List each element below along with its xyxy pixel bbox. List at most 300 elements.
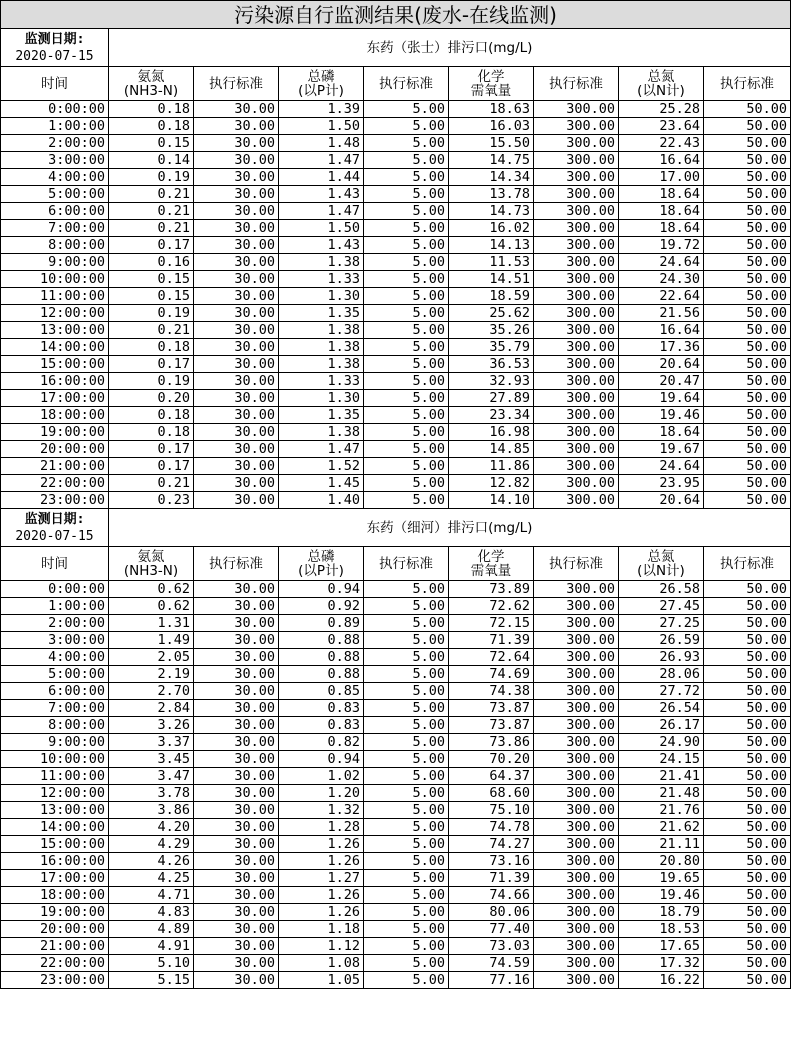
table-cell: 50.00 [704, 581, 791, 598]
table-cell: 68.60 [449, 785, 534, 802]
table-cell: 12.82 [449, 475, 534, 492]
table-cell: 300.00 [534, 390, 619, 407]
table-row [1, 666, 791, 683]
col-tn-line1: 总氮 [647, 68, 675, 85]
table-cell: 26.93 [619, 649, 704, 666]
table-cell: 5.00 [364, 734, 449, 751]
table-cell: 1.26 [279, 904, 364, 921]
table-cell: 300.00 [534, 666, 619, 683]
col-nh3-line1: 氨氮 [137, 68, 165, 85]
table-cell: 4.25 [109, 870, 194, 887]
table-cell: 300.00 [534, 955, 619, 972]
table-cell: 74.38 [449, 683, 534, 700]
table-cell: 0.92 [279, 598, 364, 615]
table-cell: 72.62 [449, 598, 534, 615]
table-cell: 5.00 [364, 186, 449, 203]
table-cell: 71.39 [449, 632, 534, 649]
table-cell: 18.59 [449, 288, 534, 305]
col-std: 执行标准 [194, 67, 279, 101]
table-cell: 10:00:00 [1, 271, 109, 288]
table-row [1, 785, 791, 802]
table-cell: 300.00 [534, 407, 619, 424]
table-cell: 0.21 [109, 322, 194, 339]
table-cell: 30.00 [194, 492, 279, 509]
table-cell: 50.00 [704, 666, 791, 683]
date-value: 2020-07-15 [15, 528, 94, 544]
table-cell: 300.00 [534, 288, 619, 305]
table-cell: 1.52 [279, 458, 364, 475]
table-cell: 30.00 [194, 373, 279, 390]
table-cell: 50.00 [704, 887, 791, 904]
table-cell: 30.00 [194, 458, 279, 475]
col-nh3 [109, 547, 194, 581]
table-cell: 30.00 [194, 305, 279, 322]
table-cell: 300.00 [534, 305, 619, 322]
table-row [1, 598, 791, 615]
table-cell: 50.00 [704, 836, 791, 853]
table-cell: 5.00 [364, 785, 449, 802]
table-cell: 10:00:00 [1, 751, 109, 768]
table-cell: 24.15 [619, 751, 704, 768]
table-cell: 1.02 [279, 768, 364, 785]
table-cell: 5.00 [364, 373, 449, 390]
table-cell: 50.00 [704, 254, 791, 271]
table-cell: 0.83 [279, 717, 364, 734]
table-cell: 30.00 [194, 135, 279, 152]
table-cell: 14.34 [449, 169, 534, 186]
table-cell: 50.00 [704, 649, 791, 666]
table-cell: 24.64 [619, 458, 704, 475]
table-cell: 1.26 [279, 836, 364, 853]
table-cell: 17:00:00 [1, 390, 109, 407]
table-cell: 5.00 [364, 254, 449, 271]
col-nh3-line2: (NH3-N) [123, 82, 179, 99]
table-cell: 0.17 [109, 237, 194, 254]
table-row [1, 152, 791, 169]
col-tp-line1: 总磷 [307, 68, 335, 85]
table-cell: 5.00 [364, 458, 449, 475]
table-cell: 7:00:00 [1, 700, 109, 717]
table-cell: 0.19 [109, 373, 194, 390]
table-cell: 2.19 [109, 666, 194, 683]
table-cell: 5.00 [364, 700, 449, 717]
table-row [1, 700, 791, 717]
outlet-name: 东药（张士）排污口(mg/L) [109, 29, 791, 67]
table-cell: 5.00 [364, 972, 449, 989]
table-cell: 2.05 [109, 649, 194, 666]
table-cell: 20.64 [619, 356, 704, 373]
table-cell: 1.35 [279, 407, 364, 424]
table-cell: 21.11 [619, 836, 704, 853]
table-cell: 3.47 [109, 768, 194, 785]
monitor-date [1, 509, 109, 547]
table-cell: 0.19 [109, 305, 194, 322]
table-cell: 5.00 [364, 305, 449, 322]
table-cell: 73.87 [449, 717, 534, 734]
table-cell: 50.00 [704, 356, 791, 373]
table-cell: 4.71 [109, 887, 194, 904]
table-row [1, 220, 791, 237]
table-cell: 300.00 [534, 220, 619, 237]
table-cell: 300.00 [534, 768, 619, 785]
table-cell: 17.32 [619, 955, 704, 972]
table-cell: 5.00 [364, 802, 449, 819]
table-cell: 4.89 [109, 921, 194, 938]
table-cell: 14.75 [449, 152, 534, 169]
table-cell: 30.00 [194, 785, 279, 802]
table-cell: 1.08 [279, 955, 364, 972]
table-cell: 50.00 [704, 101, 791, 118]
table-cell: 73.16 [449, 853, 534, 870]
table-cell: 50.00 [704, 288, 791, 305]
table-cell: 21.41 [619, 768, 704, 785]
table-cell: 22.64 [619, 288, 704, 305]
table-cell: 1.47 [279, 441, 364, 458]
col-std: 执行标准 [534, 547, 619, 581]
table-cell: 0.21 [109, 203, 194, 220]
table-cell: 30.00 [194, 407, 279, 424]
table-row [1, 458, 791, 475]
table-cell: 30.00 [194, 666, 279, 683]
table-cell: 50.00 [704, 475, 791, 492]
table-cell: 23.64 [619, 118, 704, 135]
table-cell: 4.20 [109, 819, 194, 836]
table-cell: 14.73 [449, 203, 534, 220]
table-cell: 1.18 [279, 921, 364, 938]
table-row [1, 955, 791, 972]
table-cell: 0.14 [109, 152, 194, 169]
table-cell: 28.06 [619, 666, 704, 683]
table-cell: 5.00 [364, 598, 449, 615]
table-cell: 0.17 [109, 441, 194, 458]
table-cell: 16.22 [619, 972, 704, 989]
table-row [1, 734, 791, 751]
table-cell: 30.00 [194, 751, 279, 768]
table-cell: 300.00 [534, 632, 619, 649]
col-cod [449, 547, 534, 581]
table-cell: 5.00 [364, 615, 449, 632]
table-cell: 30.00 [194, 424, 279, 441]
table-cell: 27.89 [449, 390, 534, 407]
table-cell: 21.56 [619, 305, 704, 322]
table-cell: 71.39 [449, 870, 534, 887]
table-cell: 2.84 [109, 700, 194, 717]
table-row [1, 819, 791, 836]
table-cell: 5.00 [364, 717, 449, 734]
table-cell: 1.20 [279, 785, 364, 802]
outlet-name: 东药（细河）排污口(mg/L) [109, 509, 791, 547]
table-cell: 3.45 [109, 751, 194, 768]
table-cell: 300.00 [534, 271, 619, 288]
table-cell: 1.05 [279, 972, 364, 989]
table-cell: 0:00:00 [1, 581, 109, 598]
table-cell: 300.00 [534, 700, 619, 717]
table-row [1, 683, 791, 700]
table-cell: 0.89 [279, 615, 364, 632]
table-cell: 0.83 [279, 700, 364, 717]
col-nh3-line2: (NH3-N) [123, 562, 179, 579]
table-cell: 30.00 [194, 649, 279, 666]
table-cell: 77.16 [449, 972, 534, 989]
table-cell: 14.85 [449, 441, 534, 458]
table-cell: 300.00 [534, 101, 619, 118]
table-cell: 1.47 [279, 152, 364, 169]
table-row [1, 322, 791, 339]
table-cell: 1.39 [279, 101, 364, 118]
table-row [1, 836, 791, 853]
date-label: 监测日期: [24, 511, 85, 527]
table-cell: 1.30 [279, 288, 364, 305]
table-row [1, 441, 791, 458]
table-cell: 30.00 [194, 615, 279, 632]
table-cell: 30.00 [194, 768, 279, 785]
table-cell: 30.00 [194, 581, 279, 598]
table-cell: 19:00:00 [1, 904, 109, 921]
col-tn-line1: 总氮 [647, 548, 675, 565]
table-cell: 0.17 [109, 356, 194, 373]
table-cell: 5.00 [364, 836, 449, 853]
table-cell: 0.15 [109, 288, 194, 305]
table-cell: 50.00 [704, 700, 791, 717]
table-cell: 50.00 [704, 322, 791, 339]
table-cell: 19.64 [619, 390, 704, 407]
table-cell: 0.85 [279, 683, 364, 700]
table-cell: 0.21 [109, 186, 194, 203]
table-cell: 1.49 [109, 632, 194, 649]
table-cell: 1.33 [279, 373, 364, 390]
table-cell: 50.00 [704, 683, 791, 700]
table-cell: 30.00 [194, 390, 279, 407]
table-cell: 19.72 [619, 237, 704, 254]
table-cell: 50.00 [704, 373, 791, 390]
table-cell: 0.21 [109, 475, 194, 492]
table-cell: 4.26 [109, 853, 194, 870]
table-cell: 18:00:00 [1, 407, 109, 424]
table-cell: 0.18 [109, 339, 194, 356]
table-cell: 18.64 [619, 203, 704, 220]
table-cell: 5.00 [364, 220, 449, 237]
table-cell: 300.00 [534, 785, 619, 802]
table-cell: 300.00 [534, 853, 619, 870]
table-cell: 26.54 [619, 700, 704, 717]
table-cell: 74.27 [449, 836, 534, 853]
table-row [1, 972, 791, 989]
table-cell: 5.00 [364, 237, 449, 254]
table-cell: 11:00:00 [1, 768, 109, 785]
table-cell: 15:00:00 [1, 356, 109, 373]
col-tp-line2: (以P计) [298, 82, 344, 99]
table-cell: 4.91 [109, 938, 194, 955]
table-cell: 18.64 [619, 424, 704, 441]
table-cell: 300.00 [534, 598, 619, 615]
table-cell: 30.00 [194, 203, 279, 220]
table-cell: 4:00:00 [1, 169, 109, 186]
table-cell: 30.00 [194, 938, 279, 955]
table-cell: 20.80 [619, 853, 704, 870]
table-cell: 1.31 [109, 615, 194, 632]
table-cell: 23:00:00 [1, 492, 109, 509]
table-cell: 16.02 [449, 220, 534, 237]
table-row [1, 904, 791, 921]
table-row [1, 135, 791, 152]
table-cell: 3.37 [109, 734, 194, 751]
table-cell: 1.43 [279, 186, 364, 203]
table-row [1, 492, 791, 509]
table-cell: 20:00:00 [1, 921, 109, 938]
table-row [1, 339, 791, 356]
table-cell: 300.00 [534, 751, 619, 768]
table-row [1, 169, 791, 186]
table-cell: 0.88 [279, 632, 364, 649]
table-cell: 50.00 [704, 598, 791, 615]
table-row [1, 101, 791, 118]
table-cell: 30.00 [194, 904, 279, 921]
table-cell: 50.00 [704, 424, 791, 441]
table-cell: 5.00 [364, 390, 449, 407]
table-cell: 5.00 [364, 649, 449, 666]
col-cod-line2: 需氧量 [470, 562, 512, 579]
table-cell: 5.00 [364, 288, 449, 305]
table-cell: 300.00 [534, 135, 619, 152]
table-cell: 50.00 [704, 955, 791, 972]
table-row [1, 475, 791, 492]
table-cell: 0.20 [109, 390, 194, 407]
table-cell: 5.15 [109, 972, 194, 989]
table-cell: 1.44 [279, 169, 364, 186]
table-cell: 0.18 [109, 407, 194, 424]
table-cell: 7:00:00 [1, 220, 109, 237]
table-cell: 35.79 [449, 339, 534, 356]
table-cell: 50.00 [704, 853, 791, 870]
table-cell: 30.00 [194, 870, 279, 887]
table-row [1, 203, 791, 220]
table-cell: 50.00 [704, 717, 791, 734]
data-rows-zhangshi [1, 101, 791, 509]
table-row [1, 921, 791, 938]
table-cell: 5.00 [364, 955, 449, 972]
table-cell: 1.38 [279, 254, 364, 271]
table-cell: 50.00 [704, 271, 791, 288]
table-cell: 50.00 [704, 390, 791, 407]
col-std: 执行标准 [364, 547, 449, 581]
table-cell: 25.28 [619, 101, 704, 118]
table-cell: 21.62 [619, 819, 704, 836]
table-cell: 5.00 [364, 322, 449, 339]
table-cell: 15.50 [449, 135, 534, 152]
table-cell: 5.00 [364, 768, 449, 785]
table-cell: 16.03 [449, 118, 534, 135]
table-cell: 50.00 [704, 186, 791, 203]
table-cell: 30.00 [194, 683, 279, 700]
table-cell: 1.38 [279, 356, 364, 373]
date-value: 2020-07-15 [15, 48, 94, 64]
table-cell: 2:00:00 [1, 615, 109, 632]
table-cell: 0.88 [279, 649, 364, 666]
table-cell: 14:00:00 [1, 819, 109, 836]
table-cell: 30.00 [194, 254, 279, 271]
table-cell: 300.00 [534, 424, 619, 441]
table-cell: 0.15 [109, 271, 194, 288]
table-cell: 3.78 [109, 785, 194, 802]
table-row [1, 853, 791, 870]
table-cell: 30.00 [194, 853, 279, 870]
table-cell: 5.00 [364, 101, 449, 118]
table-cell: 19.46 [619, 407, 704, 424]
table-row [1, 288, 791, 305]
col-tn-line2: (以N计) [637, 562, 685, 579]
table-cell: 300.00 [534, 870, 619, 887]
table-cell: 30.00 [194, 955, 279, 972]
table-cell: 0.21 [109, 220, 194, 237]
table-cell: 3.26 [109, 717, 194, 734]
table-cell: 72.15 [449, 615, 534, 632]
date-label: 监测日期: [24, 31, 85, 47]
table-cell: 11:00:00 [1, 288, 109, 305]
table-cell: 18.64 [619, 220, 704, 237]
table-cell: 23.34 [449, 407, 534, 424]
table-cell: 30.00 [194, 186, 279, 203]
table-cell: 50.00 [704, 785, 791, 802]
table-cell: 70.20 [449, 751, 534, 768]
table-cell: 14.51 [449, 271, 534, 288]
table-row [1, 373, 791, 390]
table-cell: 5.00 [364, 683, 449, 700]
table-cell: 50.00 [704, 734, 791, 751]
table-cell: 23:00:00 [1, 972, 109, 989]
table-row [1, 870, 791, 887]
table-cell: 30.00 [194, 339, 279, 356]
table-cell: 2:00:00 [1, 135, 109, 152]
table-cell: 300.00 [534, 254, 619, 271]
table-cell: 30.00 [194, 152, 279, 169]
table-cell: 24.90 [619, 734, 704, 751]
table-cell: 5.00 [364, 819, 449, 836]
table-cell: 0.23 [109, 492, 194, 509]
col-tp [279, 547, 364, 581]
table-cell: 9:00:00 [1, 254, 109, 271]
table-cell: 21:00:00 [1, 458, 109, 475]
table-cell: 13.78 [449, 186, 534, 203]
table-cell: 18.63 [449, 101, 534, 118]
table-cell: 30.00 [194, 836, 279, 853]
table-cell: 73.86 [449, 734, 534, 751]
table-cell: 5.00 [364, 904, 449, 921]
table-cell: 1.38 [279, 339, 364, 356]
table-cell: 300.00 [534, 836, 619, 853]
col-tn [619, 547, 704, 581]
table-cell: 5.00 [364, 853, 449, 870]
table-cell: 1.28 [279, 819, 364, 836]
table-cell: 17:00:00 [1, 870, 109, 887]
col-std: 执行标准 [704, 547, 791, 581]
table-cell: 15:00:00 [1, 836, 109, 853]
table-cell: 73.03 [449, 938, 534, 955]
table-cell: 30.00 [194, 717, 279, 734]
table-cell: 0.82 [279, 734, 364, 751]
table-cell: 50.00 [704, 458, 791, 475]
table-cell: 19.67 [619, 441, 704, 458]
table-cell: 300.00 [534, 615, 619, 632]
table-cell: 5.00 [364, 441, 449, 458]
table-cell: 1.50 [279, 118, 364, 135]
table-cell: 3:00:00 [1, 152, 109, 169]
table-cell: 300.00 [534, 938, 619, 955]
table-cell: 1.27 [279, 870, 364, 887]
table-cell: 50.00 [704, 305, 791, 322]
table-row [1, 649, 791, 666]
table-cell: 5.00 [364, 751, 449, 768]
table-cell: 1:00:00 [1, 598, 109, 615]
